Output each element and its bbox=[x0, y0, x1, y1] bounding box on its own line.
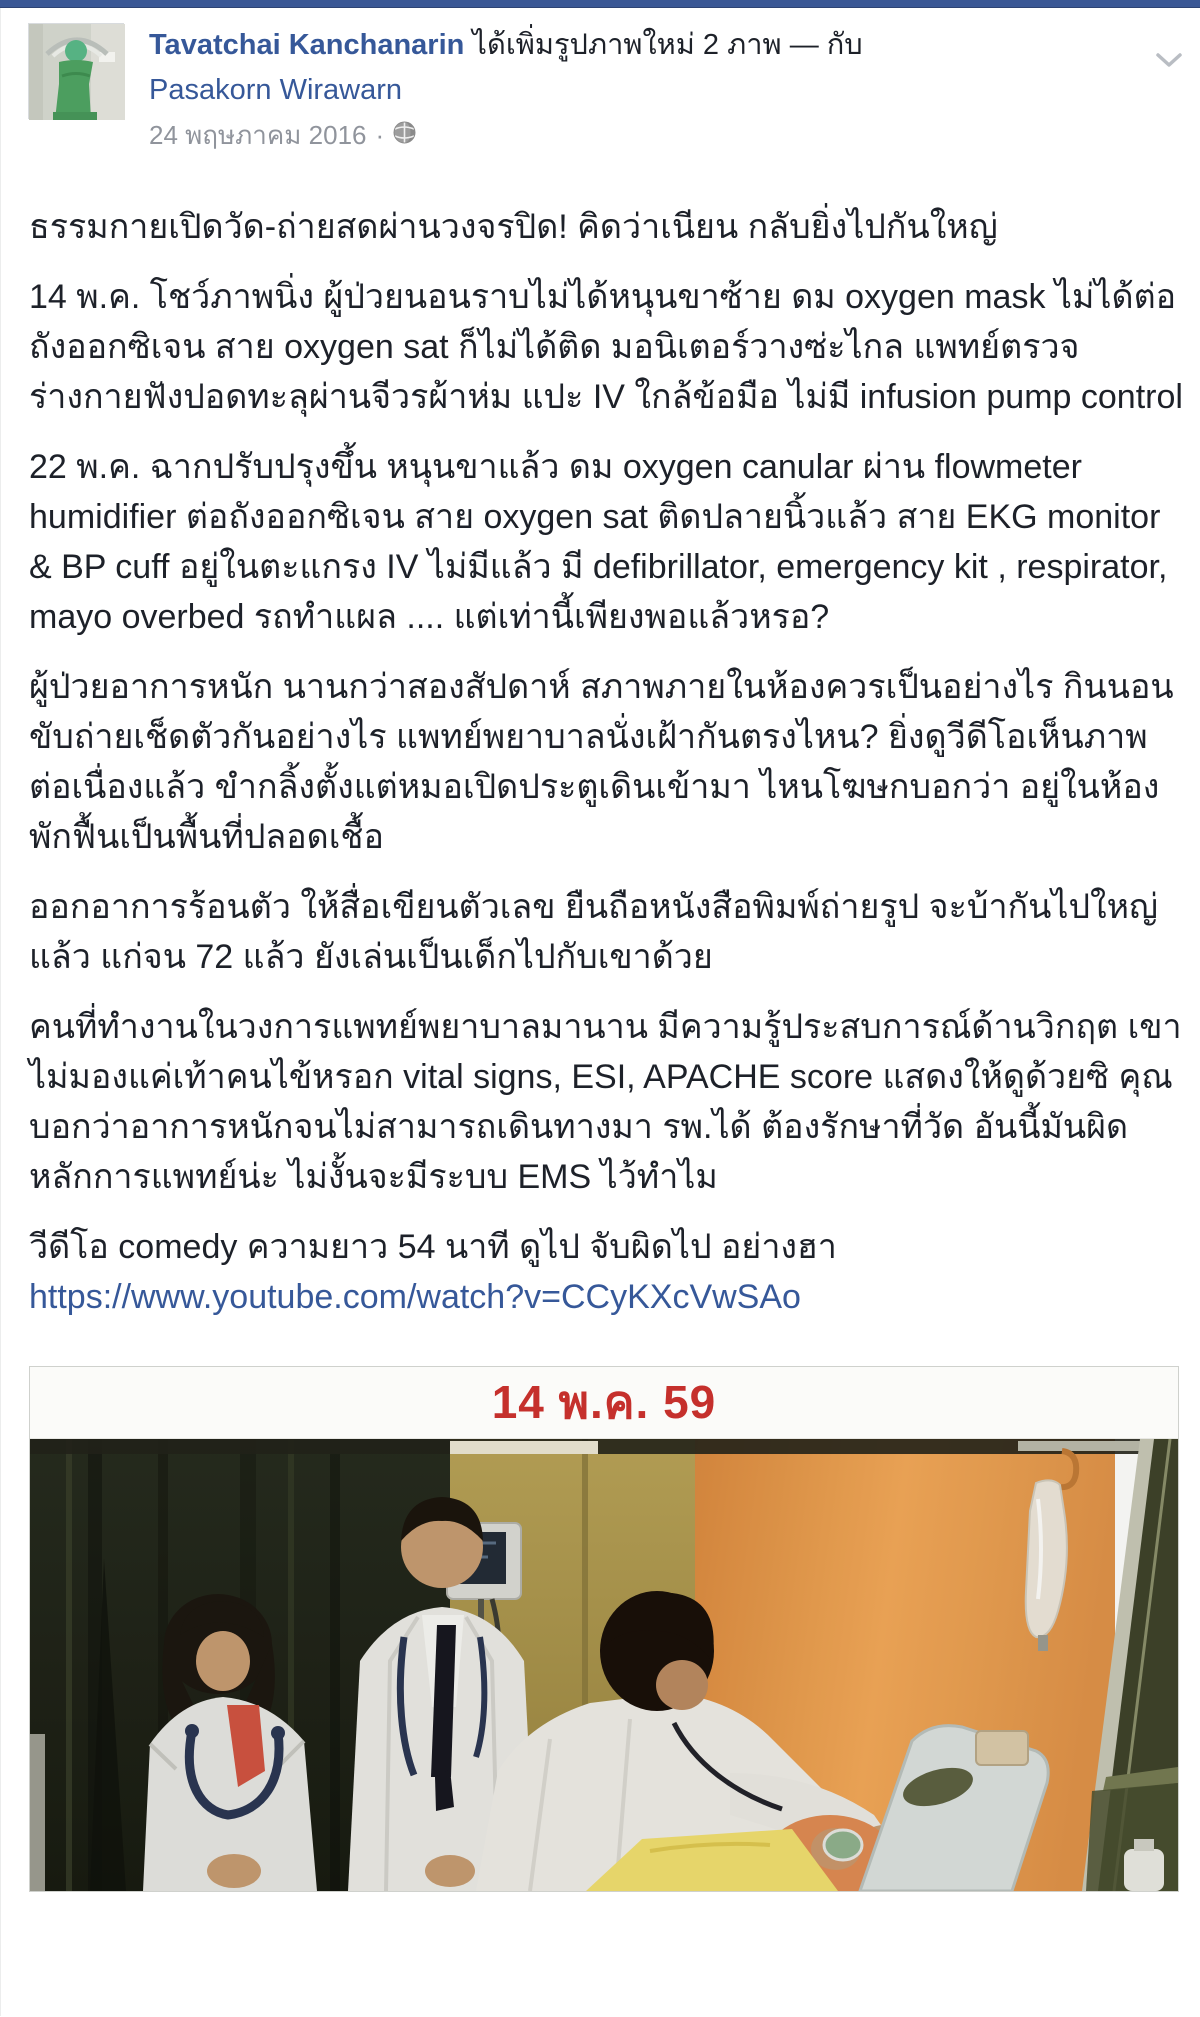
video-comment-text: วีดีโอ comedy ความยาว 54 นาที ดูไป จับผิดไป อย่างฮา bbox=[29, 1228, 837, 1266]
facebook-post bbox=[0, 8, 1200, 2016]
post-paragraph: 22 พ.ค. ฉากปรับปรุงขึ้น หนุนขาแล้ว ดม oxygen canular ผ่าน flowmeter humidifier ต่อถังออกซิเจน สาย oxygen sat ติดปลายนิ้วแล้ว สาย EKG monitor & BP cuff อยู่ในตะแกรง IV ไม่มีแล้ว มี defibrillator, emergency kit , respirator, mayo overbed รถทำแผล .... แต่เท่านี้เพียงพอแล้วหรอ? bbox=[29, 448, 1168, 636]
hospital-room-photo bbox=[30, 1439, 1178, 1891]
post-paragraph: ธรรมกายเปิดวัด-ถ่ายสดผ่านวงจรปิด! คิดว่าเนียน กลับยิ่งไปกันใหญ่ bbox=[29, 208, 998, 246]
tagged-line bbox=[149, 68, 863, 113]
post-body bbox=[1, 202, 1200, 1322]
tagged-person-link[interactable]: Pasakorn Wirawarn bbox=[149, 74, 403, 106]
youtube-link[interactable]: https://www.youtube.com/watch?v=CCyKXcVwSAo bbox=[29, 1278, 801, 1316]
post-paragraph: 14 พ.ค. โชว์ภาพนิ่ง ผู้ป่วยนอนราบไม่ได้หนุนขาซ้าย ดม oxygen mask ไม่ได้ต่อถังออกซิเจน สาย oxygen sat ก็ไม่ได้ติด มอนิเตอร์วางซ่ะไกล แพทย์ตรวจร่างกายฟังปอดทะลุผ่านจีวรผ้าห่ม แปะ IV ใกล้ข้อมือ ไม่มี infusion pump control bbox=[29, 278, 1183, 416]
avatar-image bbox=[29, 24, 125, 120]
facebook-top-bar bbox=[0, 0, 1200, 8]
photo-caption-date: 14 พ.ค. 59 bbox=[30, 1367, 1178, 1439]
timestamp-link[interactable]: 24 พฤษภาคม 2016 bbox=[149, 120, 367, 150]
author-link[interactable]: Tavatchai Kanchanarin bbox=[149, 29, 465, 61]
post-paragraph: ออกอาการร้อนตัว ให้สื่อเขียนตัวเลข ยืนถือหนังสือพิมพ์ถ่ายรูป จะบ้ากันไปใหญ่แล้ว แก่จน 72 แล้ว ยังเล่นเป็นเด็กไปกับเขาด้วย bbox=[29, 888, 1159, 976]
post-menu-chevron-down-icon[interactable] bbox=[1154, 51, 1184, 74]
header-text bbox=[149, 23, 863, 152]
photo-attachment[interactable] bbox=[29, 1366, 1179, 1892]
story-line bbox=[149, 23, 863, 68]
post-paragraph: ผู้ป่วยอาการหนัก นานกว่าสองสัปดาห์ สภาพภายในห้องควรเป็นอย่างไร กินนอนขับถ่ายเช็ดตัวกันอย่างไร แพทย์พยาบาลนั่งเฝ้ากันตรงไหน? ยิ่งดูวีดีโอเห็นภาพต่อเนื่องแล้ว ขำกลิ้งตั้งแต่หมอเปิดประตูเดินเข้ามา ไหนโฆษกบอกว่า อยู่ในห้องพักฟื้นเป็นพื้นที่ปลอดเชื้อ bbox=[29, 668, 1174, 856]
post-header bbox=[28, 23, 1200, 152]
meta-separator: · bbox=[375, 120, 385, 150]
globe-public-icon bbox=[393, 118, 416, 152]
post-paragraph: คนที่ทำงานในวงการแพทย์พยาบาลมานาน มีความรู้ประสบการณ์ด้านวิกฤต เขาไม่มองแค่เท้าคนไข้หรอก vital signs, ESI, APACHE score แสดงให้ดูด้วยซิ คุณบอกว่าอาการหนักจนไม่สามารถเดินทางมา รพ.ได้ ต้องรักษาที่วัด อันนี้มันผิดหลักการแพทย์น่ะ ไม่งั้นจะมีระบบ EMS ไว้ทำไม bbox=[29, 1008, 1182, 1196]
avatar[interactable] bbox=[28, 23, 124, 119]
post-paragraph bbox=[29, 1222, 1186, 1322]
meta-line bbox=[149, 118, 863, 152]
story-text: ได้เพิ่มรูปภาพใหม่ 2 ภาพ — กับ bbox=[472, 29, 863, 61]
